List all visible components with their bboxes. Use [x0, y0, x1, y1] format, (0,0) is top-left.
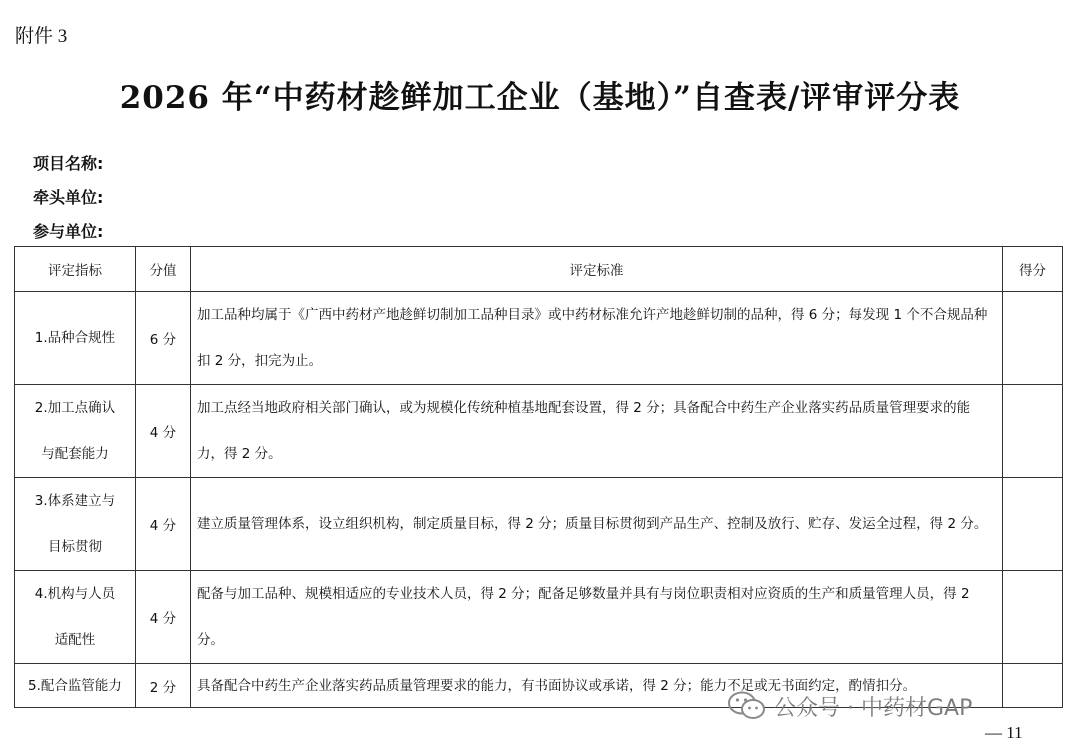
score-cell: 6 分: [136, 292, 191, 385]
table-row: [15, 385, 1063, 478]
indicator-text: 1.品种合规性: [34, 330, 116, 346]
header-points: 得分: [1003, 247, 1063, 292]
lead-unit-field: 牵头单位:: [33, 188, 104, 207]
indicator-cell: [15, 571, 136, 664]
indicator-text: 适配性: [54, 632, 96, 648]
criteria-cell: 具备配合中药生产企业落实药品质量管理要求的能力，有书面协议或承诺，得 2 分；能力不足或无书面约定，酌情扣分。: [191, 664, 1003, 708]
indicator-text: 5.配合监管能力: [28, 677, 122, 694]
wechat-icon: [728, 691, 766, 721]
indicator-text: 2.加工点确认: [34, 400, 116, 416]
scoring-table: [14, 246, 1063, 708]
indicator-cell: [15, 385, 136, 478]
watermark-text: 公众号 · 中药材GAP: [774, 695, 973, 721]
page-number: — 11: [985, 723, 1023, 742]
indicator-text: 3.体系建立与: [34, 493, 116, 509]
score-cell: 2 分: [136, 664, 191, 708]
score-cell: 4 分: [136, 385, 191, 478]
criteria-cell: 加工点经当地政府相关部门确认，或为规模化传统种植基地配套设置，得 2 分；具备配合中药生产企业落实药品质量管理要求的能力，得 2 分。: [191, 385, 1003, 478]
table-row: [15, 571, 1063, 664]
points-cell[interactable]: [1003, 478, 1063, 571]
indicator-cell: [15, 664, 136, 708]
score-cell: 4 分: [136, 571, 191, 664]
criteria-cell: 配备与加工品种、规模相适应的专业技术人员，得 2 分；配备足够数量并具有与岗位职责相对应资质的生产和质量管理人员，得 2 分。: [191, 571, 1003, 664]
points-cell[interactable]: [1003, 571, 1063, 664]
indicator-cell: [15, 292, 136, 385]
indicator-text: 4.机构与人员: [34, 586, 116, 602]
points-cell[interactable]: [1003, 664, 1063, 708]
project-name-field: 项目名称:: [33, 154, 104, 173]
header-criteria: 评定标准: [191, 247, 1003, 292]
table-header-row: [15, 247, 1063, 292]
indicator-text: 与配套能力: [41, 446, 109, 462]
header-indicator: 评定指标: [15, 247, 136, 292]
points-cell[interactable]: [1003, 385, 1063, 478]
watermark: [728, 690, 972, 722]
score-cell: 4 分: [136, 478, 191, 571]
table-row: [15, 478, 1063, 571]
participants-field: 参与单位:: [33, 222, 104, 241]
page-title: 2026 年“中药材趁鲜加工企业（基地）”自查表/评审评分表: [119, 80, 961, 116]
criteria-cell: 建立质量管理体系，设立组织机构，制定质量目标，得 2 分；质量目标贯彻到产品生产、控制及放行、贮存、发运全过程，得 2 分。: [191, 478, 1003, 571]
table-row: [15, 292, 1063, 385]
criteria-cell: 加工品种均属于《广西中药材产地趁鲜切制加工品种目录》或中药材标准允许产地趁鲜切制的品种，得 6 分；每发现 1 个不合规品种扣 2 分，扣完为止。: [191, 292, 1003, 385]
indicator-text: 目标贯彻: [48, 539, 102, 555]
header-score: 分值: [136, 247, 191, 292]
attachment-label: 附件 3: [15, 26, 68, 47]
points-cell[interactable]: [1003, 292, 1063, 385]
indicator-cell: [15, 478, 136, 571]
